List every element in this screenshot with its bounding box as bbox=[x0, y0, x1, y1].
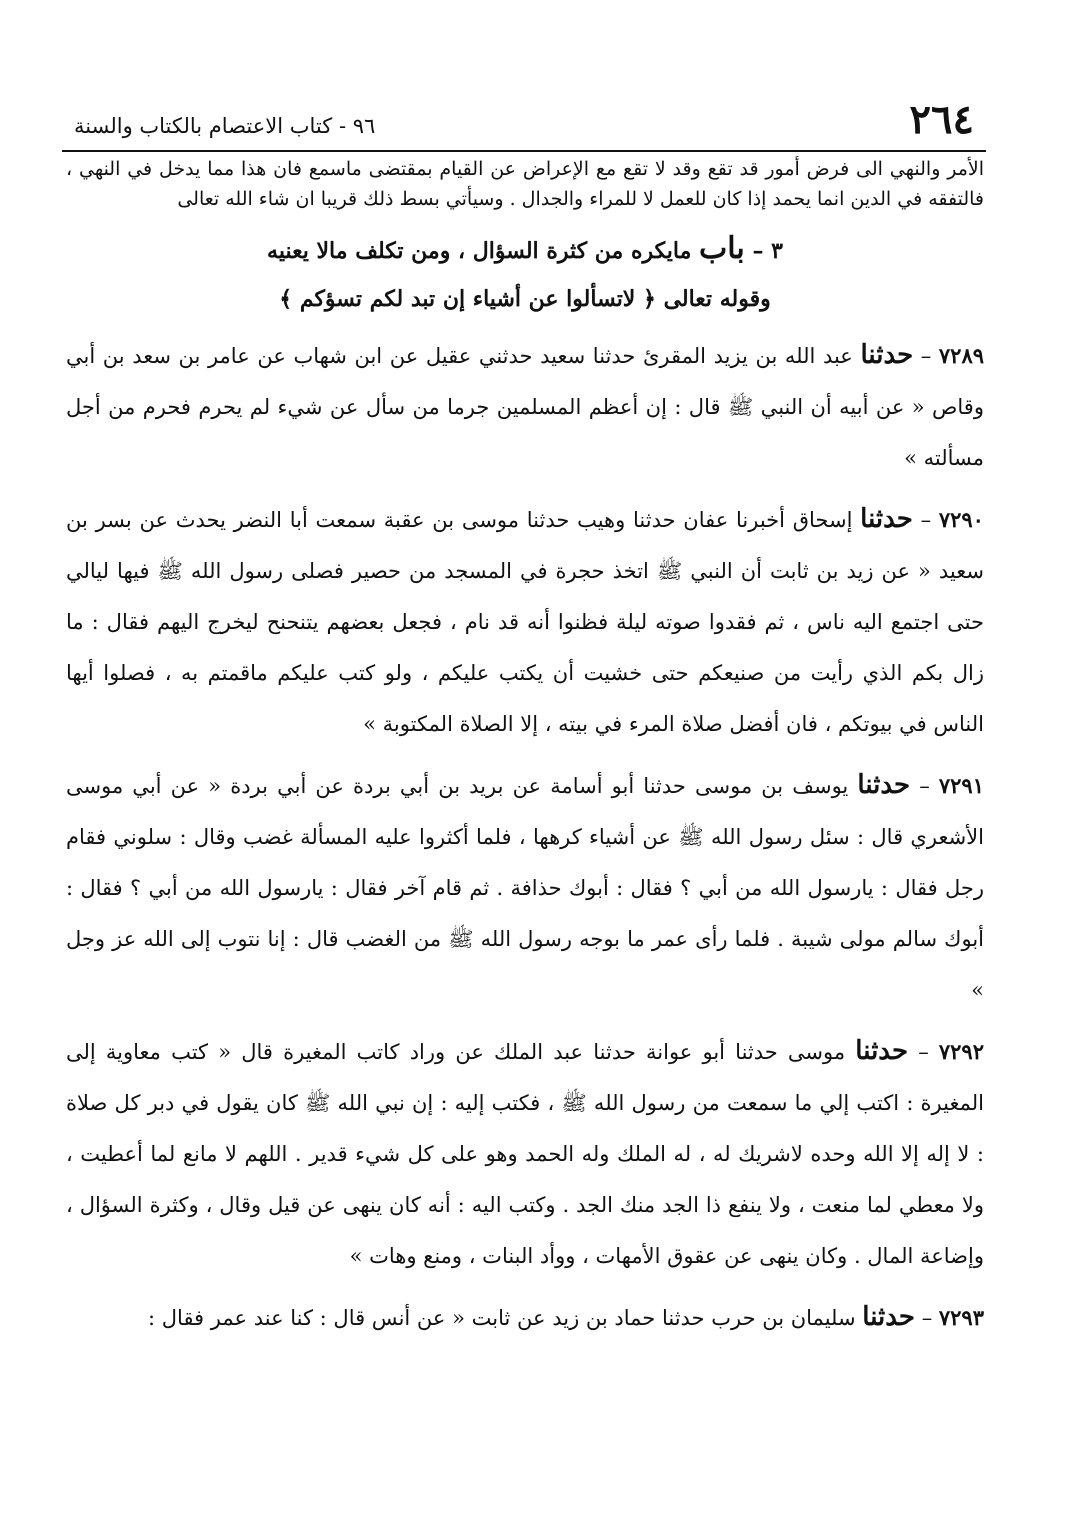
intro-paragraph: الأمر والنهي الى فرض أمور قد تقع وقد لا تقع مع الإعراض عن القيام بمقتضى ماسمع فان هذا مما يدخل في النهي ، فالتفقه في الدين انما يحمد إذا كان للعمل لا للمراء والجدال . وسيأتي بسط ذلك قريبا ان شاء الله تعالى bbox=[66, 158, 984, 210]
hadith-text: سليمان بن حرب حدثنا حماد بن زيد عن ثابت « عن أنس قال : كنا عند عمر فقال : bbox=[148, 1306, 856, 1330]
hadith-paragraph: ٧٢٩٣ – حدثنا سليمان بن حرب حدثنا حماد بن زيد عن ثابت « عن أنس قال : كنا عند عمر فقال : bbox=[148, 1302, 984, 1332]
hadith-paragraph: ٧٢٩٠ – حدثنا إسحاق أخبرنا عفان حدثنا وهيب حدثنا موسى بن عقبة سمعت أبا النضر يحدث عن بسر بن سعيد « عن زيد بن ثابت أن النبي ﷺ اتخذ حجرة في المسجد من حصير فصلى رسول الله ﷺ فيها ليالي حتى اجتمع اليه ناس ، ثم فقدوا صوته ليلة فظنوا أنه قد نام ، فجعل بعضهم يتنحنح ليخرج اليهم فقال : ما زال بكم الذي رأيت من صنيعكم حتى خشيت أن يكتب عليكم ، ولو كتب عليكم ماقمتم به ، فصلوا أيها الناس في بيوتكم ، فان أفضل صلاة المرء في بيته ، إلا الصلاة المكتوبة » bbox=[66, 504, 984, 736]
page-body bbox=[66, 154, 984, 1354]
hadith-keyword: حدثنا bbox=[855, 1036, 909, 1066]
hadith-paragraph: ٧٢٨٩ – حدثنا عبد الله بن يزيد المقرئ حدثنا سعيد حدثني عقيل عن ابن شهاب عن عامر بن سعد بن أبي وقاص « عن أبيه أن النبي ﷺ قال : إن أعظم المسلمين جرما من سأل عن شيء لم يحرم فحرم من أجل مسألته » bbox=[66, 340, 985, 470]
hadith-text: عبد الله بن يزيد المقرئ حدثنا سعيد حدثني عقيل عن ابن شهاب عن عامر بن سعد بن أبي وقاص « عن أبيه أن النبي ﷺ قال : إن أعظم المسلمين جرما من سأل عن شيء لم يحرم فحرم من أجل مسألته » bbox=[66, 344, 984, 470]
page-header bbox=[62, 86, 986, 146]
hadith-keyword: حدثنا bbox=[857, 770, 911, 800]
hadith-text: يوسف بن موسى حدثنا أبو أسامة عن بريد بن أبي بردة عن أبي بردة « عن أبي موسى الأشعري قال : سئل رسول الله ﷺ عن أشياء كرهها ، فلما أكثروا عليه المسألة غضب وقال : سلوني فقام رجل فقال : يارسول الله من أبي ؟ فقال : أبوك حذافة . ثم قام آخر فقال : يارسول الله من أبي ؟ فقال : أبوك سالم مولى شيبة . فلما رأى عمر ما بوجه رسول الله ﷺ من الغضب قال : إنا نتوب إلى الله عز وجل » bbox=[66, 774, 984, 1002]
hadith-paragraph: ٧٢٩٢ – حدثنا موسى حدثنا أبو عوانة حدثنا عبد الملك عن وراد كاتب المغيرة قال « كتب معاوية إلى المغيرة : اكتب إلي ما سمعت من رسول الله ﷺ ، فكتب إليه : إن نبي الله ﷺ كان يقول في دبر كل صلاة : لا إله إلا الله وحده لاشريك له ، له الملك وله الحمد وهو على كل شيء قدير . اللهم لا مانع لما أعطيت ، ولا معطي لما منعت ، ولا ينفع ذا الجد منك الجد . وكتب اليه : أنه كان ينهى عن قيل وقال ، وكثرة السؤال ، وإضاعة المال . وكان ينهى عن عقوق الأمهات ، ووأد البنات ، ومنع وهات » bbox=[66, 1036, 984, 1268]
hadith-number: ٧٢٩١ bbox=[938, 773, 984, 798]
hadith-keyword: حدثنا bbox=[860, 504, 913, 534]
hadith-number: ٧٢٩٢ bbox=[938, 1039, 984, 1064]
running-title: ٩٦ - كتاب الاعتصام بالكتاب والسنة bbox=[74, 114, 376, 138]
header-rule bbox=[62, 150, 986, 152]
chapter-heading bbox=[66, 228, 984, 272]
hadith-keyword: حدثنا bbox=[862, 1302, 916, 1332]
chapter-verse: وقوله تعالى ﴿ لاتسألوا عن أشياء إن تبد لكم تسؤكم ﴾ bbox=[279, 286, 771, 312]
page-number: ٢٦٤ bbox=[909, 96, 974, 143]
chapter-number: ٣ – bbox=[752, 238, 783, 264]
hadith-text: إسحاق أخبرنا عفان حدثنا وهيب حدثنا موسى بن عقبة سمعت أبا النضر يحدث عن بسر بن سعيد « عن زيد بن ثابت أن النبي ﷺ اتخذ حجرة في المسجد من حصير فصلى رسول الله ﷺ فيها ليالي حتى اجتمع اليه ناس ، ثم فقدوا صوته ليلة فظنوا أنه قد نام ، فجعل بعضهم يتنحنح ليخرج اليهم فقال : ما زال بكم الذي رأيت من صنيعكم حتى خشيت أن يكتب عليكم ، ولو كتب عليكم ماقمتم به ، فصلوا أيها الناس في بيوتكم ، فان أفضل صلاة المرء في بيته ، إلا الصلاة المكتوبة » bbox=[66, 508, 984, 736]
hadith-number: ٧٢٩٠ bbox=[938, 507, 984, 532]
hadith-keyword: حدثنا bbox=[860, 340, 914, 370]
hadith-number: ٧٢٩٣ bbox=[938, 1305, 984, 1330]
chapter-title: مايكره من كثرة السؤال ، ومن تكلف مالا يعنيه bbox=[267, 238, 692, 264]
hadith-paragraph: ٧٢٩١ – حدثنا يوسف بن موسى حدثنا أبو أسامة عن بريد بن أبي بردة عن أبي بردة « عن أبي موسى الأشعري قال : سئل رسول الله ﷺ عن أشياء كرهها ، فلما أكثروا عليه المسألة غضب وقال : سلوني فقام رجل فقال : يارسول الله من أبي ؟ فقال : أبوك حذافة . ثم قام آخر فقال : يارسول الله من أبي ؟ فقال : أبوك سالم مولى شيبة . فلما رأى عمر ما بوجه رسول الله ﷺ من الغضب قال : إنا نتوب إلى الله عز وجل » bbox=[66, 770, 984, 1002]
hadith-text: موسى حدثنا أبو عوانة حدثنا عبد الملك عن وراد كاتب المغيرة قال « كتب معاوية إلى المغيرة : اكتب إلي ما سمعت من رسول الله ﷺ ، فكتب إليه : إن نبي الله ﷺ كان يقول في دبر كل صلاة : لا إله إلا الله وحده لاشريك له ، له الملك وله الحمد وهو على كل شيء قدير . اللهم لا مانع لما أعطيت ، ولا معطي لما منعت ، ولا ينفع ذا الجد منك الجد . وكتب اليه : أنه كان ينهى عن قيل وقال ، وكثرة السؤال ، وإضاعة المال . وكان ينهى عن عقوق الأمهات ، ووأد البنات ، ومنع وهات » bbox=[66, 1040, 984, 1268]
chapter-bab-word: باب bbox=[699, 231, 745, 266]
hadith-number: ٧٢٨٩ bbox=[938, 343, 985, 368]
